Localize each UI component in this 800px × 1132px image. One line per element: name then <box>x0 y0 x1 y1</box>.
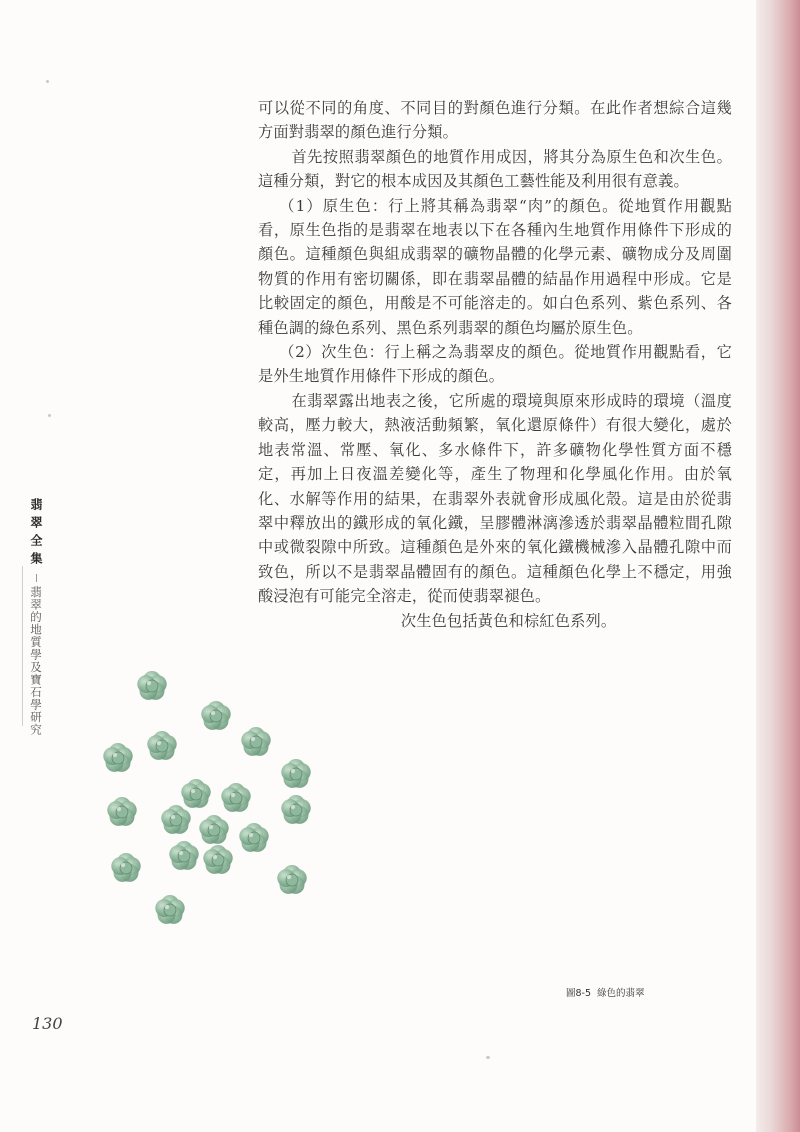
jade-bead <box>147 731 176 760</box>
title-rule <box>36 574 37 582</box>
spine-shadow <box>756 0 800 1132</box>
paragraph-1: 可以從不同的角度、不同目的對顏色進行分類。在此作者想綜合這幾方面對翡翠的顏色進行分類。 <box>258 99 732 142</box>
body-text <box>258 96 732 633</box>
jade-bead <box>107 797 136 826</box>
figure-number: 圖8-5 <box>566 988 592 999</box>
book-title: 翡翠全集 <box>29 498 43 570</box>
paragraph-2: 首先按照翡翠顏色的地質作用成因，將其分為原生色和次生色。這種分類，對它的根本成因及其顏色工藝性能及利用很有意義。 <box>258 147 732 191</box>
jade-bead <box>181 779 210 808</box>
figure-caption <box>566 985 645 999</box>
jade-bead <box>199 815 228 844</box>
jade-bead <box>137 671 166 700</box>
jade-bead <box>277 865 306 894</box>
jade-bead <box>155 895 184 924</box>
jade-bead <box>239 823 268 852</box>
jade-bead <box>161 805 190 834</box>
paragraph-3: （1）原生色：行上將其稱為翡翠“肉”的顏色。從地質作用觀點看，原生色指的是翡翠在地表以下在各種內生地質作用條件下形成的顏色。這種顏色與組成翡翠的礦物晶體的化學元素、礦物成分及周圍物質的作用有密切關係，即在翡翠晶體的結晶作用過程中形成。它是比較固定的顏色，用酸是不可能溶走的。如白色系列、紫色系列、各種色調的綠色系列、黑色系列翡翠的顏色均屬於原生色。 <box>258 196 732 337</box>
jade-bead <box>241 727 270 756</box>
jade-beads-photo <box>96 660 336 940</box>
jade-bead <box>111 853 140 882</box>
side-running-title <box>26 498 46 736</box>
scan-speck <box>46 80 49 83</box>
jade-bead <box>103 743 132 772</box>
jade-bead <box>169 841 198 870</box>
jade-bead <box>281 759 310 788</box>
figure-caption-text: 綠色的翡翠 <box>597 988 645 999</box>
paragraph-5: 在翡翠露出地表之後，它所處的環境與原來形成時的環境（溫度較高，壓力較大，熱液活動頻繁，氧化還原條件）有很大變化，處於地表常溫、常壓、氧化、多水條件下，許多礦物化學性質方面不穩定，再加上日夜溫差變化等，產生了物理和化學風化作用。由於氧化、水解等作用的結果，在翡翠外表就會形成風化殼。這是由於從翡翠中釋放出的鐵形成的氧化鐵，呈膠體淋漓滲透於翡翠晶體粒間孔隙中或微裂隙中所致。這種顏色是外來的氧化鐵機械滲入晶體孔隙中而致色，所以不是翡翠晶體固有的顏色。這種顏色化學上不穩定，用強酸浸泡有可能完全溶走，從而使翡翠褪色。 <box>258 391 732 606</box>
jade-bead <box>221 783 250 812</box>
jade-bead <box>203 845 232 874</box>
paragraph-4: （2）次生色：行上稱之為翡翠皮的顏色。從地質作用觀點看，它是外生地質作用條件下形成的顏色。 <box>258 343 732 386</box>
page-number: 130 <box>32 1014 63 1033</box>
paragraph-6: 次生色包括黃色和棕紅色系列。 <box>400 611 617 630</box>
scan-speck <box>48 414 51 417</box>
jade-bead <box>281 795 310 824</box>
chapter-title: 翡翠的地質學及寶石學研究 <box>29 586 43 736</box>
side-divider <box>22 566 23 726</box>
scan-speck <box>486 1056 490 1059</box>
jade-bead <box>201 701 230 730</box>
